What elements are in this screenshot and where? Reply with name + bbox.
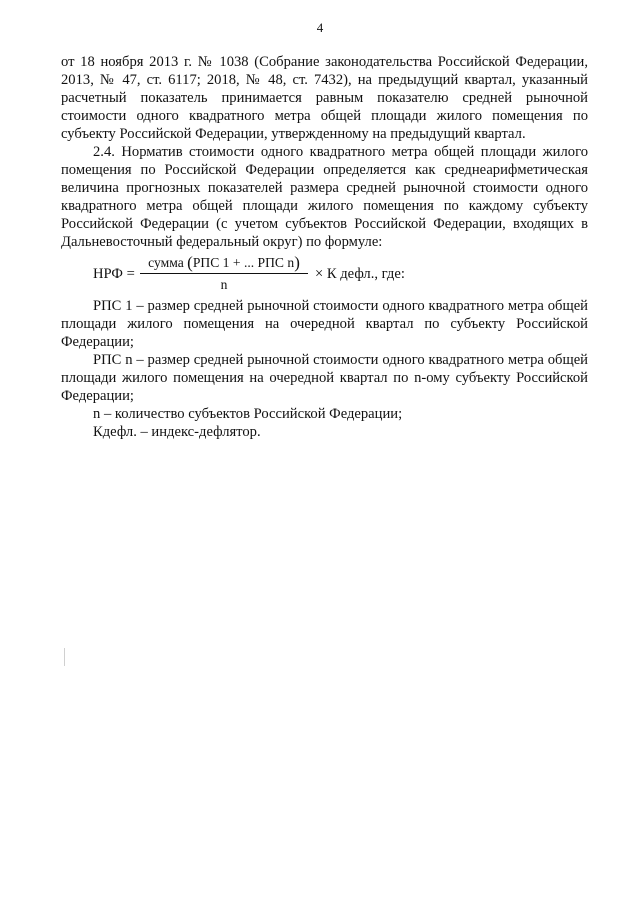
document-body [61, 53, 588, 441]
page-number: 4 [316, 20, 324, 35]
formula-multiplier: × К дефл., где: [315, 266, 405, 282]
paragraph-2-4: 2.4. Норматив стоимости одного квадратного метра общей площади жилого помещения по Российской Федерации определяется как среднеарифметическая величина прогнозных показателей размера средней рыночной стоимости одного квадратного метра общей площади жилого помещения по каждому субъекту Российской Федерации (с учетом субъектов Российской Федерации, входящих в Дальневосточный федеральный округ) по формуле: [61, 144, 588, 250]
formula-lhs: НРФ = [93, 266, 135, 282]
formula-fraction-bar [140, 273, 308, 274]
formula-fraction [140, 254, 308, 294]
formula-denominator: n [220, 277, 228, 292]
formula-numerator-prefix: сумма [148, 255, 184, 270]
formula-paren-close: ) [294, 253, 300, 272]
definition-n: n – количество субъектов Российской Федерации; [93, 406, 403, 422]
definition-deflator: Кдефл. – индекс-дефлятор. [93, 424, 261, 440]
formula-numerator [140, 254, 308, 272]
formula [61, 254, 588, 294]
formula-paren-open: ( [187, 253, 193, 272]
scan-artifact [64, 648, 65, 666]
definition-rps-n: РПС n – размер средней рыночной стоимости одного квадратного метра общей площади жилого помещения на очередной квартал по n-ому субъекту Российской Федерации; [61, 352, 588, 404]
formula-numerator-inner: РПС 1 + ... РПС n [192, 255, 295, 270]
paragraph-continuation: от 18 ноября 2013 г. № 1038 (Собрание законодательства Российской Федерации, 2013, № 47, ст. 6117; 2018, № 48, ст. 7432), на предыдущий квартал, указанный расчетный показатель принимается равным показателю средней рыночной стоимости одного квадратного метра общей площади жилого помещения по субъекту Российской Федерации, утвержденному на предыдущий квартал. [61, 54, 588, 142]
definition-rps-1: РПС 1 – размер средней рыночной стоимости одного квадратного метра общей площади жилого помещения на очередной квартал по субъекту Российской Федерации; [61, 298, 588, 350]
